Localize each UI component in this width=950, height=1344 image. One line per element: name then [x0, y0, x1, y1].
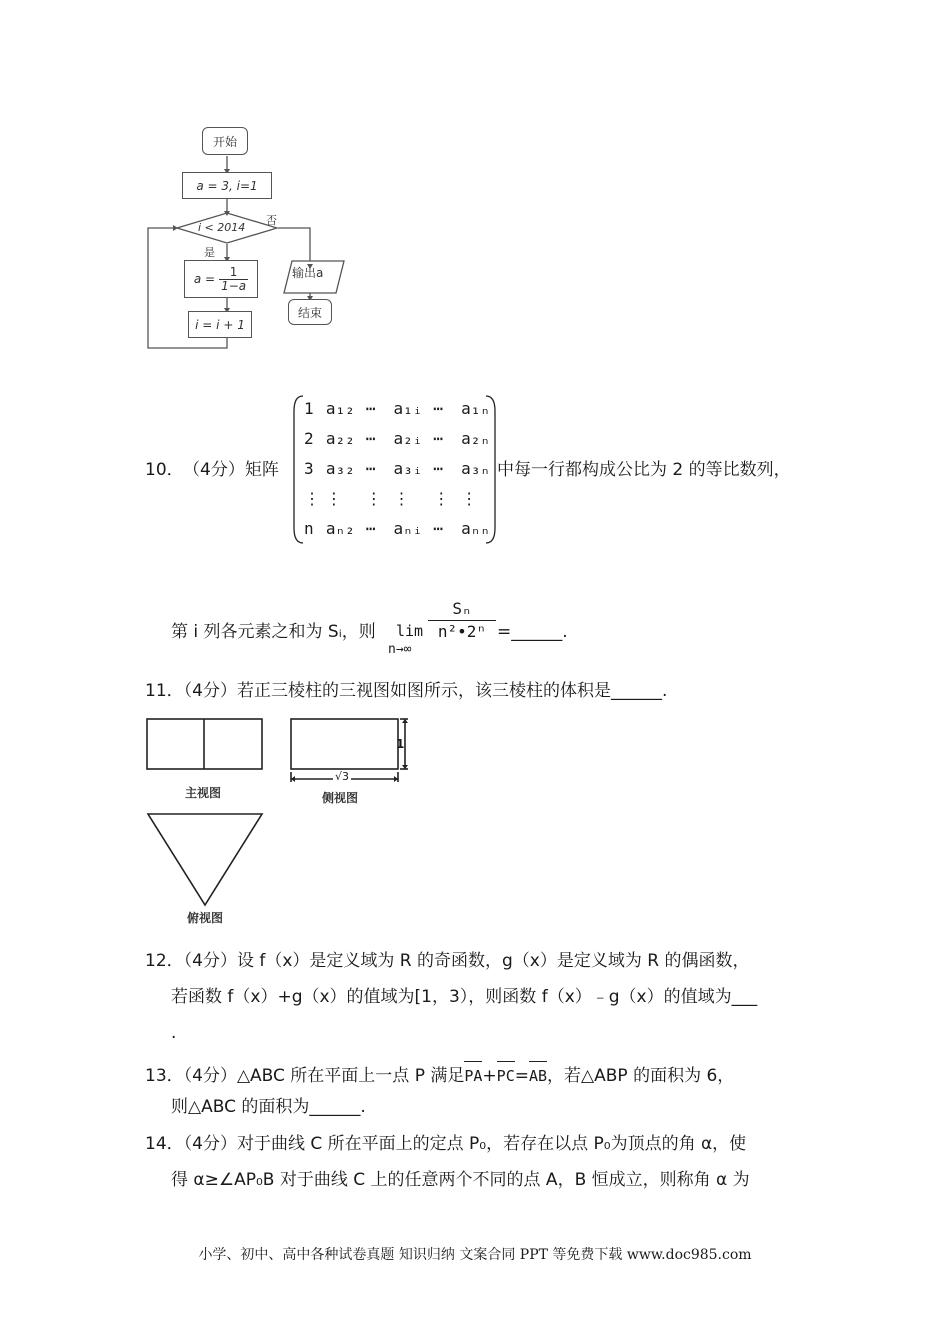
matrix-cell: aₙᵢ [393, 518, 423, 538]
assign-node [184, 260, 258, 298]
q10-after-matrix: 中每一行都构成公比为 2 的等比数列， [497, 460, 791, 480]
matrix-cell: a₁ₙ [461, 398, 490, 418]
dim-height-label: 1 [396, 737, 405, 751]
matrix-cell: ⋮ [304, 488, 320, 508]
top-view-triangle [148, 814, 262, 905]
matrix-cell: ⋯ [365, 458, 376, 478]
q10-line2-post: =______. [497, 622, 568, 642]
matrix-cell: ⋯ [365, 428, 376, 448]
yes-label: 是 [204, 246, 215, 259]
assign-numerator: 1 [229, 264, 238, 279]
matrix-cell: aₙ₂ [325, 518, 355, 538]
q13-post: ，若△ABP 的面积为 6， [547, 1066, 735, 1086]
equals-sign: = [514, 1066, 529, 1086]
assign-denominator: 1−a [221, 278, 247, 293]
page-footer: 小学、初中、高中各种试卷真题 知识归纳 文案合同 PPT 等免费下载 www.doc985.com [198, 1247, 752, 1263]
lim-fraction [428, 598, 496, 643]
output-text: 输出a [292, 266, 324, 280]
q11-text: 11．（4分）若正三棱柱的三视图如图所示，该三棱柱的体积是______. [145, 681, 668, 701]
q14-line2: 得 α≥∠AP₀B 对于曲线 C 上的任意两个不同的点 A，B 恒成立，则称角 α 为 [171, 1170, 750, 1190]
matrix-row [303, 483, 496, 513]
q10-line2-pre: 第 i 列各元素之和为 Sᵢ，则 [171, 622, 376, 642]
start-node: 开始 [202, 127, 248, 155]
matrix-cell: 2 [304, 428, 314, 448]
q12-line3: . [171, 1023, 177, 1043]
matrix-cell: ⋮ [393, 488, 410, 508]
matrix-cell: 3 [304, 458, 314, 478]
matrix-cell: ⋯ [433, 458, 443, 478]
side-view-label: 侧视图 [322, 791, 359, 805]
vector-arrow-ab [529, 1061, 547, 1062]
q13-pre: 13．（4分）△ABC 所在平面上一点 P 满足 [145, 1066, 465, 1086]
q12-line1: 12．（4分）设 f（x）是定义域为 R 的奇函数，g（x）是定义域为 R 的偶函数， [145, 951, 750, 971]
q13-line1 [145, 1059, 734, 1087]
matrix-row [303, 453, 496, 483]
matrix-cell: aₙₙ [461, 518, 490, 538]
condition-text: i < 2014 [198, 221, 246, 234]
q10-score: （4分）矩阵 [183, 460, 279, 480]
vector-ab [529, 1059, 547, 1087]
init-node: a = 3, i=1 [182, 172, 272, 199]
three-views [140, 710, 420, 935]
dim-width-label: √3 [335, 770, 350, 783]
vector-pc [497, 1059, 515, 1087]
q10-matrix [293, 393, 496, 546]
matrix-cell: a₂₂ [325, 428, 355, 448]
assign-lhs: a = [193, 272, 216, 286]
matrix-row [303, 423, 496, 453]
matrix-cell: ⋯ [433, 398, 443, 418]
vector-pa [464, 1059, 482, 1087]
plus-sign: + [482, 1066, 497, 1086]
lim-subscript: n→∞ [388, 642, 412, 657]
end-node: 结束 [288, 299, 332, 325]
matrix-cell: n [304, 518, 314, 538]
matrix-cell: a₃ᵢ [393, 458, 423, 478]
vector-ab-label: AB [528, 1067, 548, 1085]
matrix-cell: a₂ₙ [461, 428, 490, 448]
vector-arrow-pa [464, 1061, 482, 1062]
matrix-cell: ⋯ [365, 398, 376, 418]
vector-pc-label: PC [496, 1067, 515, 1085]
q10-number: 10． [145, 460, 184, 480]
matrix-cell: ⋮ [433, 488, 450, 508]
front-view-label: 主视图 [185, 786, 222, 800]
matrix-table [303, 393, 496, 543]
no-label: 否 [266, 214, 277, 227]
matrix-cell: a₁ᵢ [393, 398, 423, 418]
matrix-cell: a₃₂ [325, 458, 355, 478]
matrix-cell: ⋯ [365, 518, 376, 538]
matrix-cell: ⋮ [461, 488, 478, 508]
fraction-numerator: Sₙ [452, 599, 472, 618]
matrix-cell: a₃ₙ [461, 458, 490, 478]
q13-line2: 则△ABC 的面积为______. [171, 1097, 366, 1117]
matrix-cell: ⋯ [433, 428, 443, 448]
vector-arrow-pc [497, 1061, 515, 1062]
q12-line2: 若函数 f（x）+g（x）的值域为[1，3），则函数 f（x）﹣g（x）的值域为___ [171, 987, 758, 1007]
matrix-cell: ⋮ [325, 488, 342, 508]
matrix-row [303, 393, 496, 423]
matrix-cell: ⋮ [365, 488, 382, 508]
side-view-rect [291, 719, 398, 769]
matrix-cell: a₁₂ [325, 398, 355, 418]
top-view-label: 俯视图 [187, 911, 224, 925]
increment-node: i = i + 1 [188, 311, 252, 338]
vector-pa-label: PA [464, 1067, 483, 1085]
matrix-cell: 1 [304, 398, 314, 418]
matrix-row [303, 513, 496, 543]
lim-word: lim [396, 622, 424, 640]
matrix-cell: ⋯ [433, 518, 443, 538]
fraction-denominator: n²•2ⁿ [428, 620, 496, 643]
assign-fraction [219, 266, 248, 293]
matrix-cell: a₂ᵢ [393, 428, 423, 448]
q14-line1: 14．（4分）对于曲线 C 所在平面上的定点 P₀，若存在以点 P₀为顶点的角 α，使 [145, 1134, 747, 1154]
